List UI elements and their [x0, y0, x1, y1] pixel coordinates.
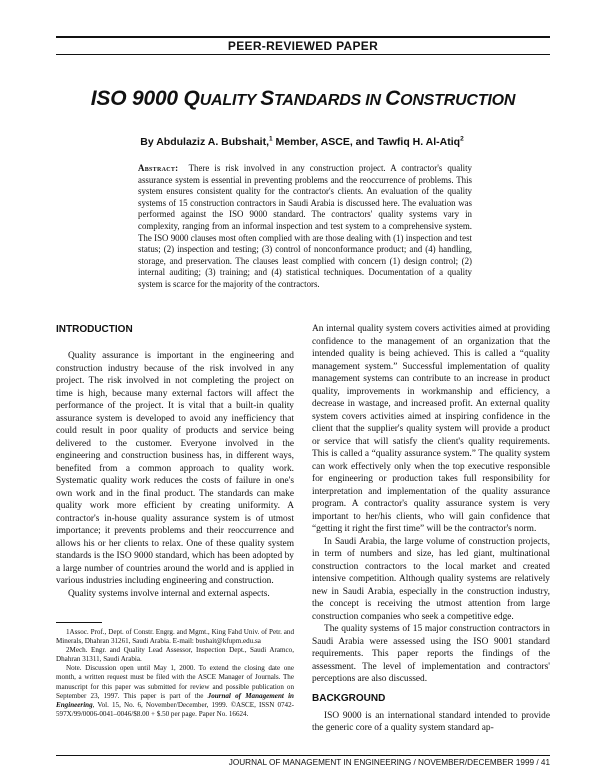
- header-bottom-rule: [56, 54, 550, 55]
- background-paragraph: ISO 9000 is an international standard intended to provide the generic core of a quality system standard ap-: [312, 710, 550, 733]
- abstract-text: There is risk involved in any construction project. A contractor's quality assurance system is essential in preventing problems and the reoccurrence of problems. This system ensures consistent quality for the contractor's clients. An evaluation of the quality systems of 15 construction contractors in Saudi Arabia is discussed here. The evaluation was performed against the ISO 9000 standard. The contractors' quality systems vary in complexity, ranging from an informal inspection and test system to a comprehensive system. The ISO 9000 clauses most often complied with are those dealing with (1) inspection and test status; (2) inspection and testing; (3) control of nonconformance product; and (4) handling, storage, and preservation. The clauses least complied with concern (1) design control; (2) internal auditing; (3) training; and (4) statistical techniques. Documentation of a quality system is scarce for the majority of the contractors.: [138, 163, 472, 289]
- left-column: [56, 323, 294, 600]
- intro-paragraph-2: Quality systems involve internal and external aspects.: [68, 588, 270, 599]
- right-column: [312, 323, 550, 735]
- right-paragraph-1: An internal quality system covers activities aimed at providing confidence to the management of an organization that the intended quality is being achieved. This is called a “quality management system.” Successful implementation of quality management systems can contribute to an increase in product quality, improvements in workmanship and efficiency, a decrease in wastage, and increased profit. An external quality system covers activities aimed at inspiring confidence in the client that the supplier's quality system will provide a product or service that will satisfy the client's quality requirements. This is called a “quality assurance system.” The quality system can work effectively only when the top executive responsible for engineering or production takes full responsibility for interpretation and implementation of the quality assurance program. A contractor's quality assurance system is very important to her/his clients, who will gain confidence that “getting it right the first time” will be the contractor's norm.: [312, 324, 550, 534]
- journal-name: Journal of Management in Engineering: [56, 691, 294, 709]
- right-paragraph-2: In Saudi Arabia, the large volume of construction projects, in term of numbers and size, has led giant, multinational construction contractors to the local market and created intensive competition. Although quality systems are relatively new in Saudi Arabia, especially in the construction industry, the concept is receiving the utmost attention from large construction companies who seek a competitive edge.: [312, 536, 550, 622]
- footnote-rule: [56, 622, 102, 623]
- running-footer: JOURNAL OF MANAGEMENT IN ENGINEERING / NOVEMBER/DECEMBER 1999 / 41: [228, 758, 550, 767]
- footnote-2: 2Mech. Engr. and Quality Lead Assessor, Inspection Dept., Saudi Aramco, Dhahran 31311, Saudi Arabia.: [56, 646, 294, 664]
- author-line: By Abdulaziz A. Bubshait,$^1$ Member, ASCE, and Tawfiq H. Al-Atiq$^2$: [140, 135, 464, 148]
- paper-title: ISO 9000 QUALITY STANDARDS IN CONSTRUCTION: [90, 87, 516, 110]
- introduction-heading: INTRODUCTION: [56, 324, 133, 335]
- abstract-label: Abstract:: [138, 163, 179, 173]
- right-paragraph-3: The quality systems of 15 major construction contractors in Saudi Arabia were assessed using the ISO 9001 standard requirements. This paper reports the findings of the assessment. The level of implementation and contractors' perceptions are also discussed.: [312, 624, 550, 684]
- footnotes: [56, 628, 294, 719]
- footer-rule: [56, 755, 550, 756]
- footnote-1: 1Assoc. Prof., Dept. of Constr. Engrg. and Mgmt., King Fahd Univ. of Petr. and Minerals, Dhahran 31261, Saudi Arabia. E-mail: bushait@kfupm.edu.sa: [56, 628, 294, 646]
- discussion-note: Note. Discussion open until May 1, 2000. To extend the closing date one month, a written request must be filed with the ASCE Manager of Journals. The manuscript for this paper was submitted for review and possible publication on September 23, 1997. This paper is part of the Journal of Management in Engineering, Vol. 15, No. 6, November/December, 1999. ©ASCE, ISSN 0742-597X/99/0006-0041–0046/$8.00 + $.50 per page. Paper No. 16624.: [56, 664, 294, 718]
- background-heading: BACKGROUND: [312, 692, 386, 704]
- peer-reviewed-banner: PEER-REVIEWED PAPER: [227, 39, 379, 53]
- intro-paragraph-1: Quality assurance is important in the engineering and construction industry because of the risk involved in any project. The risk involved in not completing the project on time is high, because many external factors will affect the performance of the project. It is vital that a built-in quality assurance system is developed to avoid any inefficiency that could result in poor quality of products and service being delivered to the customer. Everyone involved in the engineering and construction business has, in different ways, benefited from a common approach to quality work. Systematic quality work reduces the costs of failure in one's own work and in the final product. The standards can make quality work more efficient by creating uniformity. A contractor's in-house quality assurance system is of utmost importance; it prevents problems and their reoccurrence and allows his or her clients to relax. One of these quality system standards is the ISO 9000 standard, which has been adopted by a large number of countries around the world and is applied in various industries including engineering and construction.: [56, 351, 294, 586]
- abstract: [138, 163, 472, 291]
